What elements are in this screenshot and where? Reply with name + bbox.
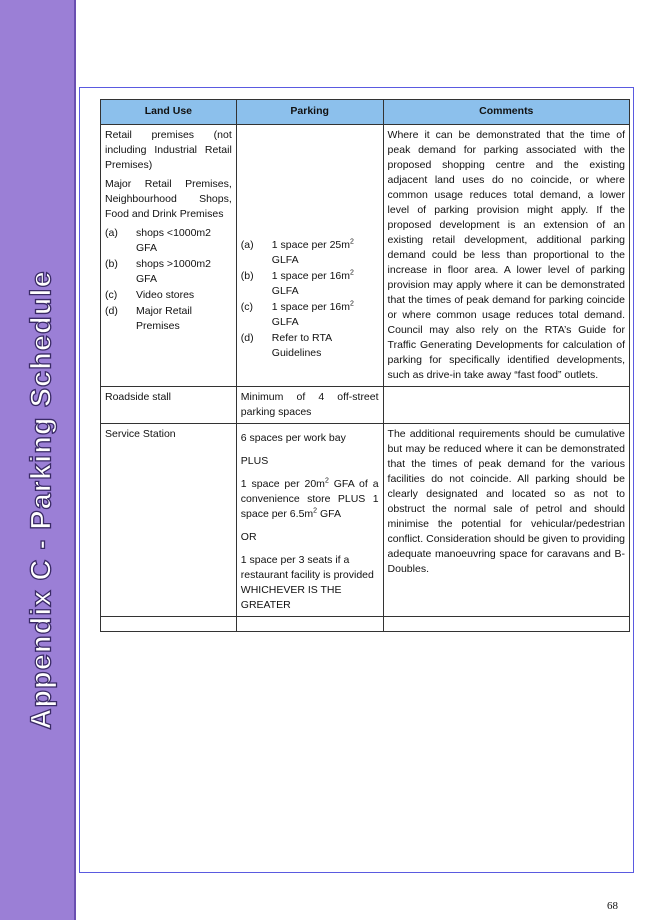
service-parking-2: 1 space per $20m^2$ GFA of a convenience store PLUS 1 space per $6.5m^2$ GFA: [240, 477, 379, 520]
list-item: (d) Major Retail Premises: [105, 305, 193, 332]
header-comments: Comments: [383, 100, 629, 125]
list-item: (a) 1 space per $25m^2$ GLFA: [240, 238, 354, 266]
service-parking-or: OR: [240, 531, 257, 543]
list-item: (c) Video stores: [105, 289, 195, 301]
service-land-use-cell: Service Station: [101, 424, 237, 617]
retail-land-use-p2: Major Retail Premises, Neighbourhood Shops, Food and Drink Premises: [105, 178, 232, 220]
appendix-title: Appendix C - Parking Schedule: [25, 270, 58, 730]
roadside-parking-cell: Minimum of 4 off-street parking spaces: [236, 387, 383, 424]
retail-comments-cell: Where it can be demonstrated that the time of peak demand for parking associated with the proposed shopping centre and the existing adjacent land uses do no coincide, or where common usage reduces total demand, a lower level of parking provision might apply. If the proposed development is an extension of an existing retail development, additional parking demand could be less than proportional to the increase in floor area. A lower level of parking provision may apply where it can be demonstrated that the times of peak demand for parking coincide or where common usage reduces total demand. Council may also rely on the RTA’s Guide for Traffic Generating Developments for calculation of parking for specifically identified developments, such as drive-in take away “fast food” outlets.: [383, 125, 629, 387]
service-comments-cell: The additional requirements should be cumulative but may be reduced where it can be demonstrated that the times of peak demand for the various facilities do not coincide. All parking should be clearly designated and located so as not to obstruct the normal sale of petrol and should minimise the potential for vehicular/pedestrian conflict. Consideration should be given to providing adequate manoeuvring space for caravans and B-Doubles.: [383, 424, 629, 617]
service-parking-plus: PLUS: [240, 455, 269, 467]
list-item: (c) 1 space per $16m^2$ GLFA: [240, 300, 354, 328]
header-land-use: Land Use: [101, 100, 237, 125]
roadside-land-use-cell: Roadside stall: [101, 387, 237, 424]
header-parking: Parking: [236, 100, 383, 125]
service-parking-4: WHICHEVER IS THE GREATER: [240, 584, 342, 611]
sidebar-divider: [74, 0, 76, 920]
list-item: (a) shops <1000m2 GFA: [105, 227, 212, 254]
table-row-roadside: [101, 387, 630, 424]
service-parking-cell: [236, 424, 383, 617]
retail-land-use-cell: [101, 125, 237, 387]
service-parking-3: 1 space per 3 seats if a restaurant facility is provided: [240, 554, 374, 581]
retail-parking-list: [241, 238, 379, 361]
retail-land-use-list: [105, 226, 232, 334]
retail-parking-cell: [236, 125, 383, 387]
list-item: (b) 1 space per $16m^2$ GLFA: [240, 269, 354, 297]
table-header-row: [101, 100, 630, 125]
parking-spacer: [241, 128, 379, 238]
table-tail-row: [101, 617, 630, 632]
page-number: 68: [607, 900, 618, 912]
service-parking-1: 6 spaces per work bay: [240, 432, 346, 444]
table-row-service-station: [101, 424, 630, 617]
parking-schedule-table: [100, 99, 630, 632]
retail-land-use-p1: Retail premises (not including Industrial Retail Premises): [105, 129, 232, 171]
roadside-comments-cell: [383, 387, 629, 424]
list-item: (b) shops >1000m2 GFA: [105, 258, 212, 285]
table-row-retail: [101, 125, 630, 387]
list-item: (d) Refer to RTA Guidelines: [240, 332, 333, 359]
